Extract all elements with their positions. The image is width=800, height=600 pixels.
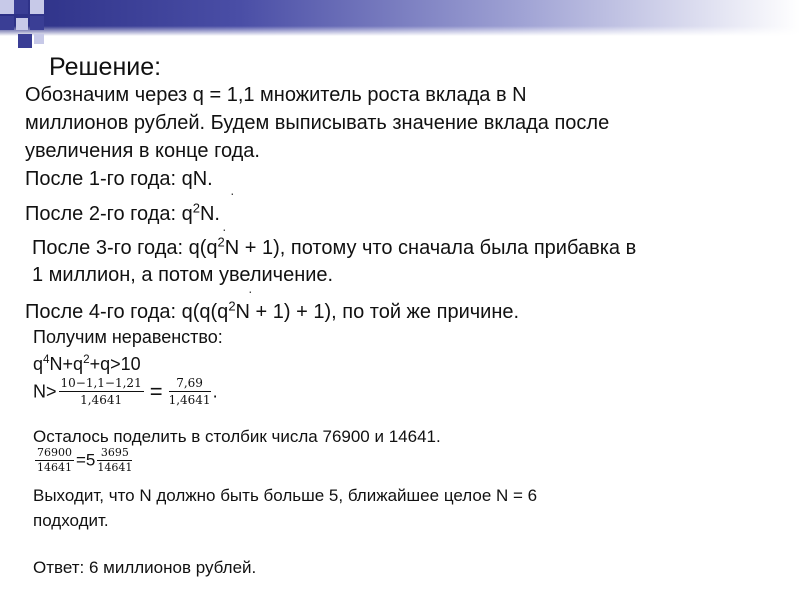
intro-line-3: увеличения в конце года. [25,140,260,162]
division-fraction: $\frac{76900}{14641}$ [37,446,72,474]
deco-square-2 [14,0,28,14]
deco-square-4 [0,16,14,30]
stray-mark-1: · [230,185,235,201]
conclusion-line-2: подходит. [33,511,109,530]
deco-square-6 [30,16,44,30]
header-fade [0,26,800,36]
division-result: $\frac{76900}{14641}$ =5 $\frac{3695}{14641}$ [37,446,133,474]
intro-line-2: миллионов рублей. Будем выписывать значение вклада после [25,112,610,134]
year-4-line: После 4-го года: $q(q(q^2N + 1) + 1)$, по той же причине. [25,298,520,323]
conclusion-line-1: Выходит, что N должно быть больше 5, ближайшее целое N = 6 [33,486,538,505]
solution-title: Решение: [49,53,162,81]
remainder-fraction: $\frac{3695}{14641}$ [97,446,133,474]
inequality-label: Получим неравенство: [33,327,223,347]
deco-square-8 [34,34,44,44]
year-3-line-1: После 3-го года: $q(q^2N + 1)$, потому что сначала была прибавка в [32,234,637,259]
deco-square-7 [18,34,32,48]
deco-square-3 [30,0,44,14]
n-bound-line: N> $\frac{10-1,1-1,21}{1,4641}$ = $\frac{7,69}{1,4641}$ . [33,376,218,407]
year-3-line-2: 1 миллион, а потом увеличение. [32,264,334,286]
year-1-line: После 1-го года: qN. [25,168,213,190]
deco-square-1 [0,0,14,14]
header-bar [0,0,800,36]
stray-mark-3: · [248,283,253,299]
inequality-expression: $q^4N+q^2+q>10$ [33,353,141,374]
deco-square-5 [16,18,28,30]
answer-line: Ответ: 6 миллионов рублей. [33,558,257,577]
fraction-2: $\frac{7,69}{1,4641}$ [168,376,211,407]
year-2-line: После 2-го года: $q^2N$. [25,200,220,225]
intro-line-1: Обозначим через q = 1,1 множитель роста вклада в N [25,84,527,106]
division-text: Осталось поделить в столбик числа 76900 и 14641. [33,427,441,446]
stray-mark-2: · [222,221,227,237]
fraction-1: $\frac{10-1,1-1,21}{1,4641}$ [60,376,142,407]
